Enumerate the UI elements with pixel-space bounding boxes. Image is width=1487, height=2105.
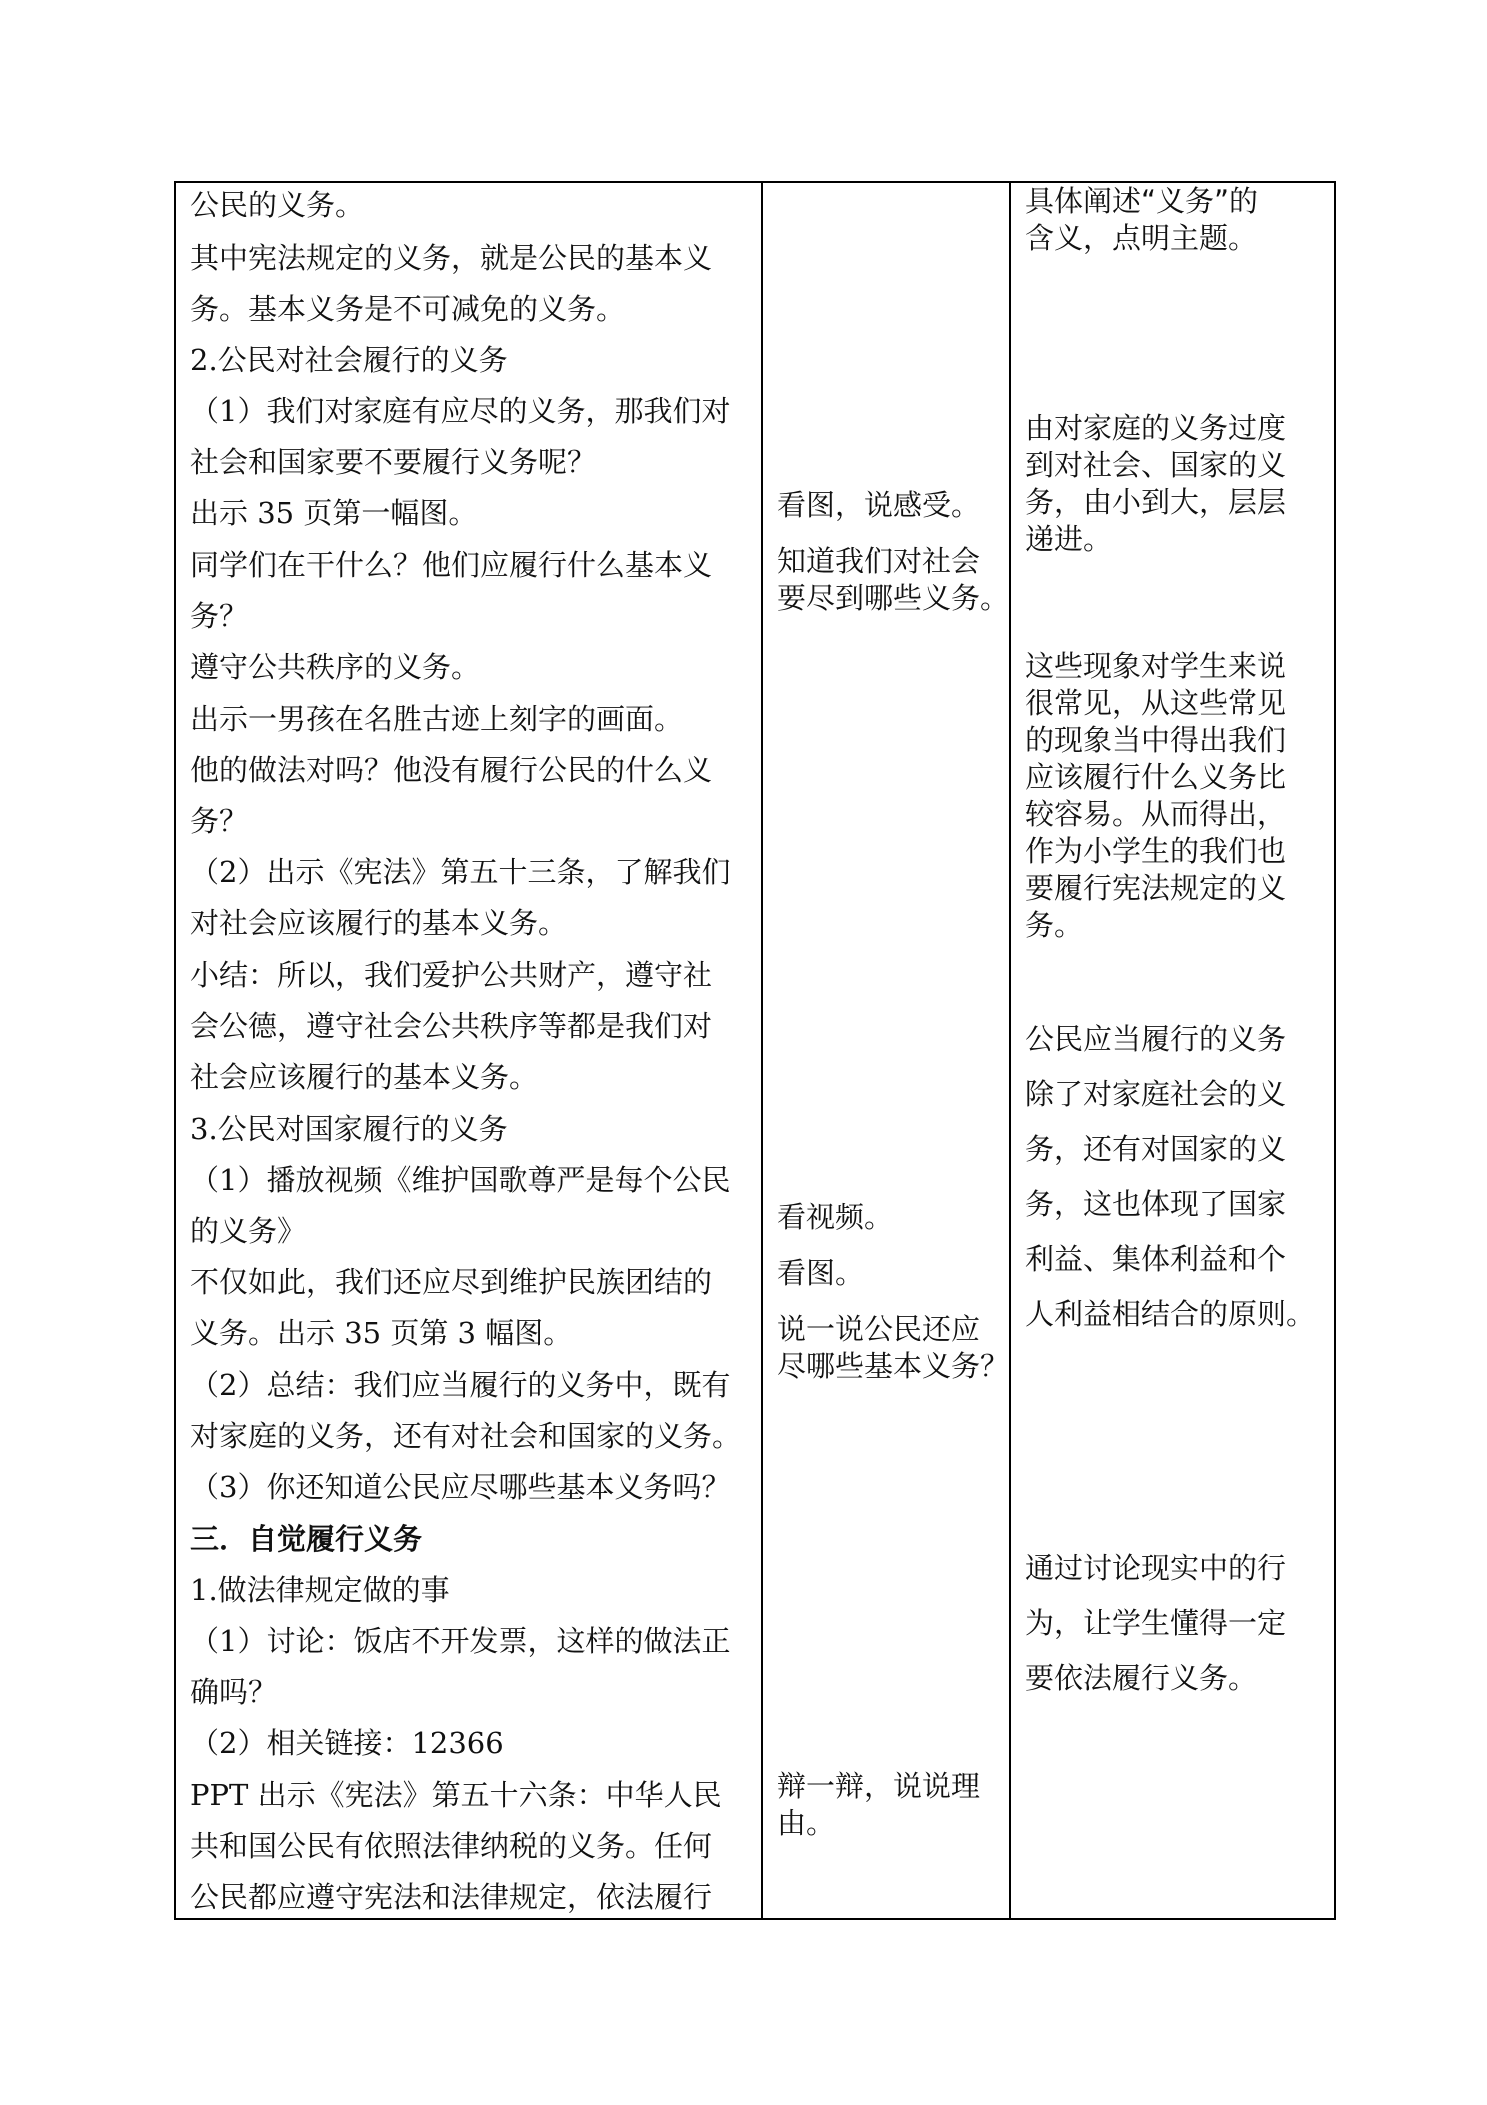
text-line: 递进。 <box>1025 522 1113 556</box>
text-line: 辩一辩，说说理 <box>777 1769 981 1803</box>
text-line: 含义，点明主题。 <box>1025 221 1258 255</box>
text-line: 看图，说感受。 <box>777 488 981 522</box>
text-line: 由对家庭的义务过度 <box>1025 411 1287 445</box>
text-line: 的义务》 <box>190 1214 307 1248</box>
text-line: 为，让学生懂得一定 <box>1025 1606 1287 1640</box>
text-line: 出示 35 页第一幅图。 <box>190 496 478 530</box>
text-line: 具体阐述“义务”的 <box>1025 184 1259 218</box>
text-line: 尽哪些基本义务？ <box>777 1349 1010 1383</box>
text-line: 务？ <box>190 599 249 633</box>
text-line: 遵守公共秩序的义务。 <box>190 650 481 684</box>
text-line: 要履行宪法规定的义 <box>1025 871 1287 905</box>
text-line: 其中宪法规定的义务，就是公民的基本义 <box>190 241 713 275</box>
text-line: 同学们在干什么？他们应履行什么基本义 <box>190 548 713 582</box>
text-line: 确吗？ <box>190 1675 278 1709</box>
text-line: 看视频。 <box>777 1200 894 1234</box>
text-line: 2.公民对社会履行的义务 <box>190 343 508 377</box>
text-line: 社会和国家要不要履行义务呢？ <box>190 445 597 479</box>
teaching-process-cell <box>175 182 762 1919</box>
text-line: PPT 出示《宪法》第五十六条：中华人民 <box>190 1778 722 1812</box>
text-line: 1.做法律规定做的事 <box>190 1573 450 1607</box>
text-line: 他的做法对吗？他没有履行公民的什么义 <box>190 753 713 787</box>
text-line: 应该履行什么义务比 <box>1025 760 1287 794</box>
text-line: 人利益相结合的原则。 <box>1025 1297 1316 1331</box>
text-line: 到对社会、国家的义 <box>1025 448 1287 482</box>
text-line: 务，这也体现了国家 <box>1025 1187 1287 1221</box>
student-activity-cell <box>762 182 1010 1919</box>
text-line: 公民应当履行的义务 <box>1025 1022 1287 1056</box>
text-line: （2）出示《宪法》第五十三条，了解我们 <box>190 855 731 889</box>
text-line: 务。 <box>1025 908 1084 942</box>
text-line: （2）总结：我们应当履行的义务中，既有 <box>190 1368 731 1402</box>
text-line: 不仅如此，我们还应尽到维护民族团结的 <box>190 1265 713 1299</box>
text-line: 会公德，遵守社会公共秩序等都是我们对 <box>190 1009 713 1043</box>
section-heading: 三．自觉履行义务 <box>190 1522 423 1556</box>
text-line: 知道我们对社会 <box>777 544 981 578</box>
text-line: 小结：所以，我们爱护公共财产，遵守社 <box>190 958 713 992</box>
text-line: 的现象当中得出我们 <box>1025 723 1287 757</box>
text-line: 要尽到哪些义务。 <box>777 581 1010 615</box>
text-line: 由。 <box>777 1806 836 1840</box>
text-line: 对社会应该履行的基本义务。 <box>190 906 568 940</box>
text-line: 很常见，从这些常见 <box>1025 686 1287 720</box>
text-line: 务。基本义务是不可减免的义务。 <box>190 292 626 326</box>
text-line: 对家庭的义务，还有对社会和国家的义务。 <box>190 1419 742 1453</box>
text-line: 较容易。从而得出， <box>1025 797 1287 831</box>
lesson-plan-table <box>174 181 1336 1920</box>
text-line: 通过讨论现实中的行 <box>1025 1551 1287 1585</box>
text-line: 共和国公民有依照法律纳税的义务。任何 <box>190 1829 713 1863</box>
table-row <box>175 182 1335 1919</box>
design-intent-cell <box>1010 182 1335 1919</box>
text-line: 务，还有对国家的义 <box>1025 1132 1287 1166</box>
text-line: 出示一男孩在名胜古迹上刻字的画面。 <box>190 702 684 736</box>
text-line: 除了对家庭社会的义 <box>1025 1077 1287 1111</box>
text-line: 务？ <box>190 804 249 838</box>
text-line: （1）我们对家庭有应尽的义务，那我们对 <box>190 394 731 428</box>
text-line: 3.公民对国家履行的义务 <box>190 1112 508 1146</box>
text-line: 务，由小到大，层层 <box>1025 485 1287 519</box>
text-line: （1）讨论：饭店不开发票，这样的做法正 <box>190 1624 731 1658</box>
text-line: 社会应该履行的基本义务。 <box>190 1060 539 1094</box>
text-line: 义务。出示 35 页第 3 幅图。 <box>190 1316 573 1350</box>
text-line: （1）播放视频《维护国歌尊严是每个公民 <box>190 1163 731 1197</box>
text-line: 公民都应遵守宪法和法律规定，依法履行 <box>190 1880 713 1914</box>
text-line: 要依法履行义务。 <box>1025 1661 1258 1695</box>
text-line: 说一说公民还应 <box>777 1312 981 1346</box>
text-line: 利益、集体利益和个 <box>1025 1242 1287 1276</box>
text-line: （2）相关链接：12366 <box>190 1726 504 1760</box>
text-line: 这些现象对学生来说 <box>1025 649 1287 683</box>
text-line: 作为小学生的我们也 <box>1025 834 1287 868</box>
text-line: 公民的义务。 <box>190 188 365 222</box>
text-line: （3）你还知道公民应尽哪些基本义务吗？ <box>190 1470 731 1504</box>
text-line: 看图。 <box>777 1256 865 1290</box>
